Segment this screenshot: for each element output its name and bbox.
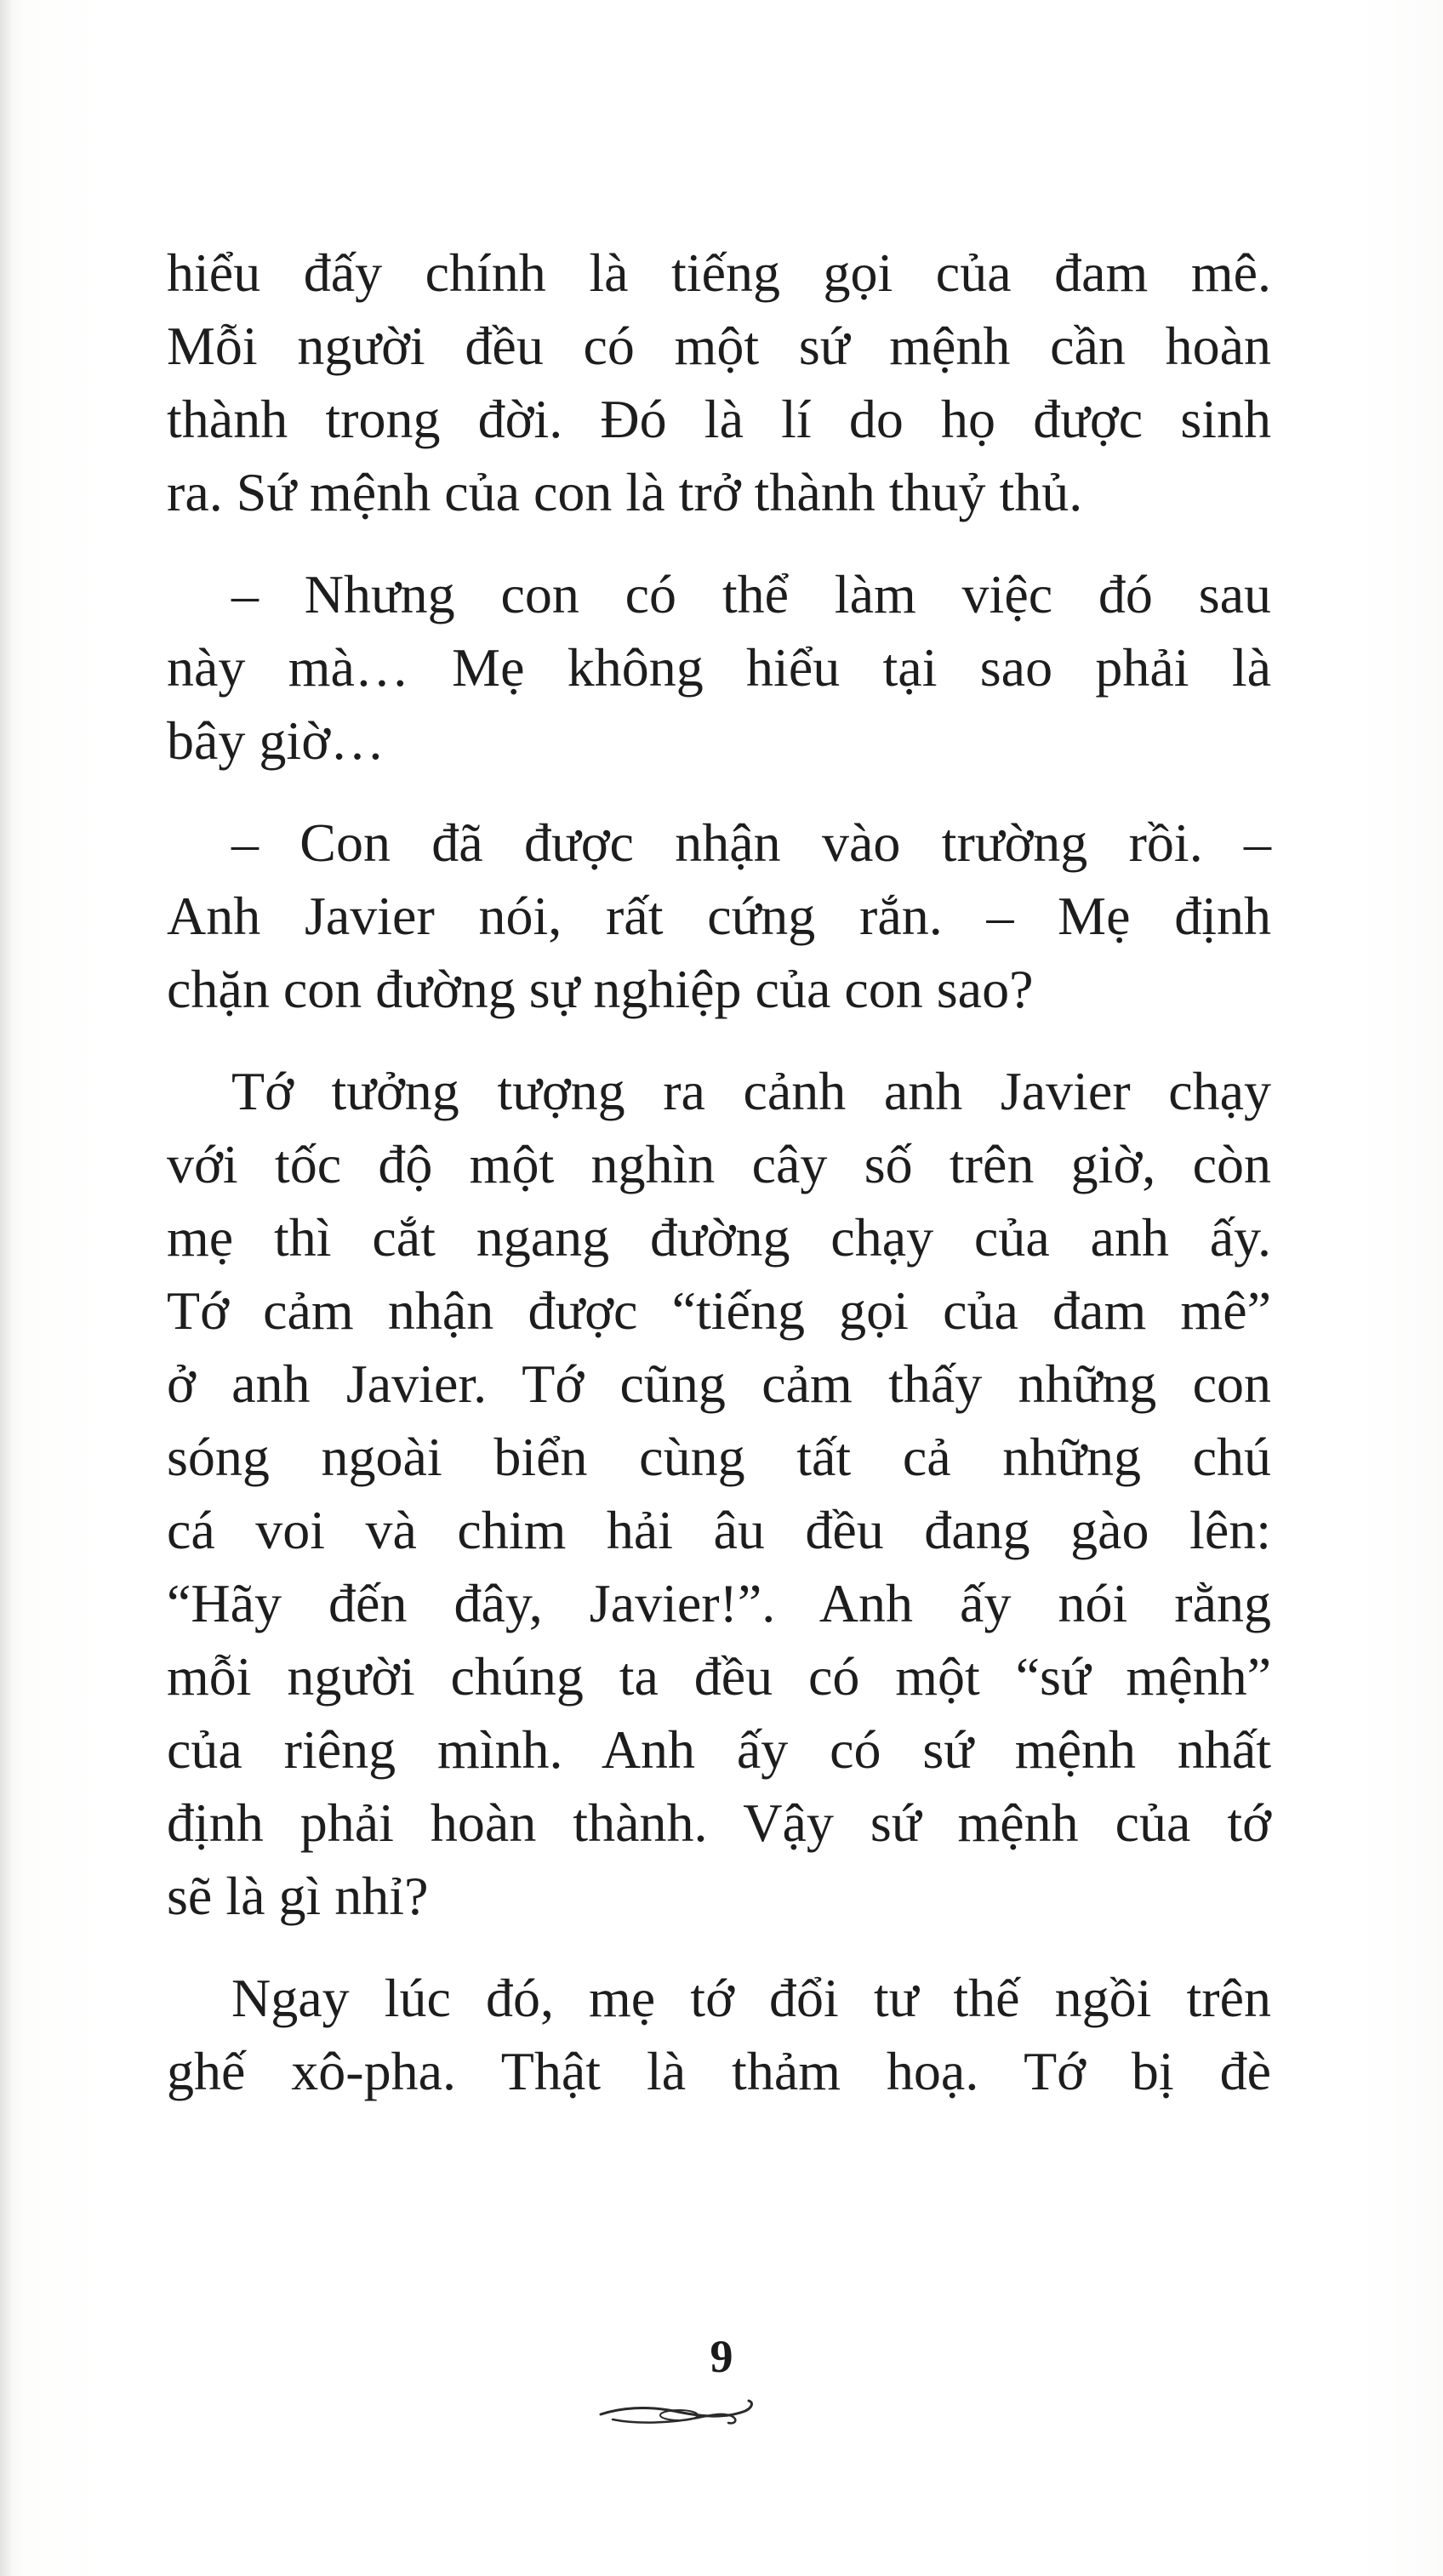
text-line: Tớ cảm nhận được “tiếng gọi của đam mê”: [167, 1280, 1271, 1341]
text-line: này mà… Mẹ không hiểu tại sao phải là: [167, 637, 1271, 698]
text-line: Ngay lúc đó, mẹ tớ đổi tư thế ngồi trên: [231, 1968, 1271, 2028]
text-line: định phải hoàn thành. Vậy sứ mệnh của tớ: [167, 1792, 1271, 1853]
text-line: ra. Sứ mệnh của con là trở thành thuỷ thủ.: [167, 462, 1083, 522]
text-line: cá voi và chim hải âu đều đang gào lên:: [167, 1500, 1271, 1560]
text-line: Mỗi người đều có một sứ mệnh cần hoàn: [167, 316, 1271, 376]
paragraph-5: [167, 1962, 1271, 2108]
page-number: 9: [710, 2331, 733, 2382]
swash-ornament-icon: [596, 2385, 757, 2436]
text-line: sẽ là gì nhỉ?: [167, 1866, 429, 1926]
spine-shadow: [0, 0, 12, 2576]
text-line: hiểu đấy chính là tiếng gọi của đam mê.: [167, 242, 1271, 303]
paragraph-4: [167, 1055, 1271, 1933]
body-text: [167, 237, 1271, 2108]
paragraph-1: [167, 237, 1271, 529]
page-footer: [0, 2331, 1443, 2382]
text-line: Tớ tưởng tượng ra cảnh anh Javier chạy: [231, 1061, 1271, 1121]
text-line: ghế xô-pha. Thật là thảm hoạ. Tớ bị đè: [167, 2041, 1271, 2101]
text-line: sóng ngoài biển cùng tất cả những chú: [167, 1427, 1271, 1487]
paragraph-2: [167, 558, 1271, 778]
text-line: của riêng mình. Anh ấy có sứ mệnh nhất: [167, 1719, 1271, 1780]
text-line: – Con đã được nhận vào trường rồi. –: [231, 812, 1271, 873]
text-line: với tốc độ một nghìn cây số trên giờ, còn: [167, 1134, 1271, 1194]
text-line: ở anh Javier. Tớ cũng cảm thấy những con: [167, 1354, 1271, 1414]
paragraph-3: [167, 806, 1271, 1026]
text-line: – Nhưng con có thể làm việc đó sau: [231, 564, 1271, 624]
text-line: mỗi người chúng ta đều có một “sứ mệnh”: [167, 1646, 1271, 1707]
text-line: bây giờ…: [167, 710, 385, 771]
text-line: chặn con đường sự nghiệp của con sao?: [167, 959, 1034, 1019]
text-line: “Hãy đến đây, Javier!”. Anh ấy nói rằng: [167, 1573, 1271, 1633]
text-line: thành trong đời. Đó là lí do họ được sinh: [167, 389, 1271, 449]
text-line: Anh Javier nói, rất cứng rắn. – Mẹ định: [167, 886, 1271, 946]
text-line: mẹ thì cắt ngang đường chạy của anh ấy.: [167, 1207, 1271, 1268]
